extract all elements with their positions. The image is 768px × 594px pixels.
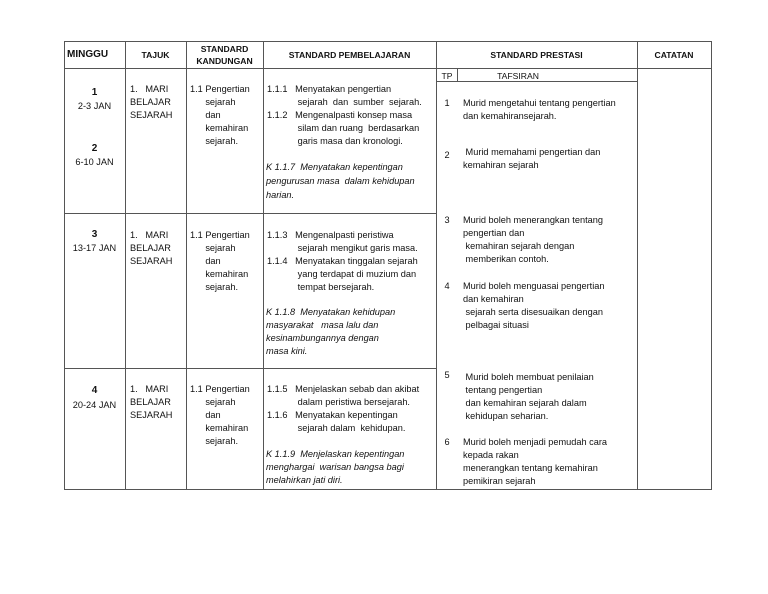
row-divider-1 <box>64 213 437 214</box>
subheader-tp: TP <box>441 71 453 81</box>
tajuk-line: 1. MARI <box>130 230 169 240</box>
sk-line: sejarah <box>190 97 236 107</box>
sp-line: 1.1.6 Menyatakan kepentingan <box>267 410 398 420</box>
tafsiran-line: Murid boleh menguasai pengertian <box>463 281 605 291</box>
header-standard-prestasi: STANDARD PRESTASI <box>490 50 583 60</box>
sp-k-line: K 1.1.8 Menyatakan kehidupan <box>266 307 396 317</box>
week-date: 6-10 JAN <box>75 157 114 167</box>
sp-line: 1.1.3 Mengenalpasti peristiwa <box>267 230 394 240</box>
col-divider-sp <box>263 41 264 490</box>
sk-line: dan <box>190 410 221 420</box>
tafsiran-line: dan kemahiran sejarah dalam <box>463 398 587 408</box>
tp-level: 4 <box>444 281 450 291</box>
tafsiran-line: kepada rakan <box>463 450 519 460</box>
header-divider <box>64 68 711 69</box>
sk-line: kemahiran <box>190 123 249 133</box>
tp-level: 1 <box>444 98 450 108</box>
sk-line: sejarah. <box>190 136 239 146</box>
sk-line: sejarah <box>190 243 236 253</box>
sp-line: 1.1.2 Mengenalpasti konsep masa <box>267 110 413 120</box>
sk-line: sejarah. <box>190 436 239 446</box>
sp-line: sejarah dan sumber sejarah. <box>267 97 422 107</box>
sp-k-line: melahirkan jati diri. <box>266 475 343 485</box>
tp-level: 5 <box>444 370 450 380</box>
tajuk-line: BELAJAR <box>130 97 171 107</box>
sp-k-line: kesinambungannya dengan <box>266 333 379 343</box>
sk-line: 1.1 Pengertian <box>190 384 250 394</box>
tp-level: 2 <box>444 150 450 160</box>
sk-line: sejarah <box>190 397 236 407</box>
sp-k-line: K 1.1.7 Menyatakan kepentingan <box>266 162 403 172</box>
sp-k-line: menghargai warisan bangsa bagi <box>266 462 404 472</box>
tafsiran-line: Murid mengetahui tentang pengertian <box>463 98 616 108</box>
sk-line: 1.1 Pengertian <box>190 84 250 94</box>
tajuk-line: 1. MARI <box>130 384 169 394</box>
sp-line: sejarah dalam kehidupan. <box>267 423 406 433</box>
sk-line: dan <box>190 110 221 120</box>
col-divider-sk <box>186 41 187 490</box>
sp-line: 1.1.5 Menjelaskan sebab dan akibat <box>267 384 420 394</box>
col-divider-catatan <box>637 41 638 490</box>
header-standard-kandungan-line1: STANDARD <box>200 44 249 54</box>
week-date: 2-3 JAN <box>77 101 112 111</box>
header-catatan: CATATAN <box>654 50 694 60</box>
tafsiran-line: dan kemahiran <box>463 294 524 304</box>
sk-line: kemahiran <box>190 423 249 433</box>
tp-level: 3 <box>444 215 450 225</box>
tajuk-line: BELAJAR <box>130 243 171 253</box>
sp-line: silam dan ruang berdasarkan <box>267 123 420 133</box>
sk-line: kemahiran <box>190 269 249 279</box>
tafsiran-line: kemahiran sejarah dengan <box>463 241 575 251</box>
tafsiran-line: sejarah serta disesuaikan dengan <box>463 307 603 317</box>
table-border-right <box>711 41 712 490</box>
tp-level: 6 <box>444 437 450 447</box>
header-tajuk: TAJUK <box>141 50 170 60</box>
sp-k-line: harian. <box>266 190 295 200</box>
sp-line: tempat bersejarah. <box>267 282 375 292</box>
table-border-bottom <box>64 489 711 490</box>
tajuk-line: SEJARAH <box>130 410 173 420</box>
col-divider-tajuk <box>125 41 126 490</box>
tajuk-line: SEJARAH <box>130 110 173 120</box>
table-border-top <box>64 41 711 42</box>
week-number: 1 <box>91 87 98 98</box>
tafsiran-line: pengertian dan <box>463 228 525 238</box>
week-number: 3 <box>91 229 98 240</box>
row-divider-2 <box>64 368 437 369</box>
header-minggu: MINGGU <box>67 49 109 60</box>
tafsiran-line: Murid boleh membuat penilaian <box>463 372 594 382</box>
sp-k-line: pengurusan masa dalam kehidupan <box>266 176 415 186</box>
tafsiran-line: pelbagai situasi <box>463 320 529 330</box>
header-standard-kandungan-line2: KANDUNGAN <box>196 56 253 66</box>
sp-line: sejarah mengikut garis masa. <box>267 243 418 253</box>
tafsiran-line: kehidupan seharian. <box>463 411 549 421</box>
sp-line: dalam peristiwa bersejarah. <box>267 397 410 407</box>
sp-line: 1.1.4 Menyatakan tinggalan sejarah <box>267 256 418 266</box>
week-number: 2 <box>91 143 98 154</box>
tafsiran-line: menerangkan tentang kemahiran <box>463 463 598 473</box>
sp-line: 1.1.1 Menyatakan pengertian <box>267 84 392 94</box>
sp-k-line: masyarakat masa lalu dan <box>266 320 379 330</box>
tafsiran-line: Murid boleh menerangkan tentang <box>463 215 603 225</box>
tafsiran-line: kemahiran sejarah <box>463 160 539 170</box>
sp-line: garis masa dan kronologi. <box>267 136 403 146</box>
week-date: 20-24 JAN <box>72 400 117 410</box>
sp-k-line: K 1.1.9 Menjelaskan kepentingan <box>266 449 405 459</box>
sk-line: dan <box>190 256 221 266</box>
tajuk-line: BELAJAR <box>130 397 171 407</box>
header-standard-pembelajaran: STANDARD PEMBELAJARAN <box>288 50 411 60</box>
week-date: 13-17 JAN <box>72 243 117 253</box>
tafsiran-line: dan kemahiransejarah. <box>463 111 557 121</box>
sp-k-line: masa kini. <box>266 346 308 356</box>
tafsiran-line: tentang pengertian <box>463 385 543 395</box>
tafsiran-line: memberikan contoh. <box>463 254 549 264</box>
tafsiran-line: Murid boleh menjadi pemudah cara <box>463 437 608 447</box>
tajuk-line: SEJARAH <box>130 256 173 266</box>
tafsiran-line: pemikiran sejarah <box>463 476 536 486</box>
subheader-tafsiran: TAFSIRAN <box>497 71 539 81</box>
tajuk-line: 1. MARI <box>130 84 169 94</box>
sk-line: sejarah. <box>190 282 239 292</box>
sk-line: 1.1 Pengertian <box>190 230 250 240</box>
sp-line: yang terdapat di muzium dan <box>267 269 417 279</box>
tafsiran-line: Murid memahami pengertian dan <box>463 147 601 157</box>
week-number: 4 <box>91 385 98 396</box>
